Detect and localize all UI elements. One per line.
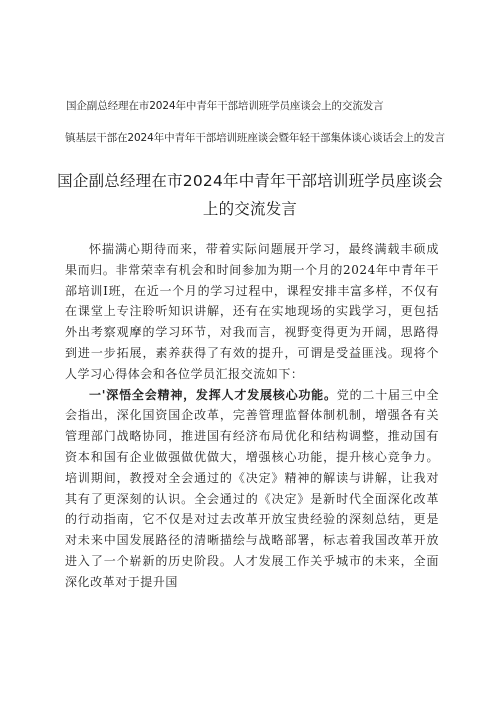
section-heading: 一'深悟全会精神，发挥人才发展核心功能。 — [89, 387, 337, 402]
toc-item-2[interactable]: 镇基层干部在2024年中青年干部培训班座谈会暨年轻干部集体谈心谈话会上的发言 — [65, 132, 445, 144]
toc-item-1[interactable]: 国企副总经理在市2024年中青年干部培训班学员座谈会上的交流发言 — [66, 100, 384, 112]
paragraph-intro: 怀揣满心期待而来，带着实际问题展开学习，最终满载丰硕成果而归。非常荣幸有机会和时间参加为期一个月的2024年中青年干部培训I班，在近一个月的学习过程中，课程安排丰富多样，不仅有在课堂上专注聆听知识讲解，还有在实地现场的实践学习，更包括外出考察观摩的学习环节，对我而言，视野变得更为开阔，思路得到进一步拓展，素养获得了有效的提升，可谓是受益匪浅。现将个人学习心得体会和各位学员汇报交流如下： — [65, 242, 439, 381]
article-body — [65, 239, 439, 593]
paragraph-section-1 — [65, 385, 439, 593]
section-text: 党的二十届三中全会指出，深化国资国企改革，完善管理监督体制机制，增强各有关管理部门战略协同，推进国有经济布局优化和结构调整，推动国有资本和国有企业做强做优做大，增强核心功能，提升核心竞争力。培训期间，教授对全会通过的《决定》精神的解读与讲解，让我对其有了更深刻的认识。全会通过的《决定》是新时代全面深化改革的行动指南，它不仅是对过去改革开放宝贵经验的深刻总结，更是对未来中国发展路径的清晰描绘与战略部署，标志着我国改革开放进入了一个崭新的历史阶段。人才发展工作关乎城市的未来，全面深化改革对于提升国 — [65, 387, 439, 589]
article-title-line-2: 上的交流发言 — [202, 200, 298, 218]
article-title-line-1: 国企副总经理在市2024年中青年干部培训班学员座谈会 — [57, 172, 443, 190]
